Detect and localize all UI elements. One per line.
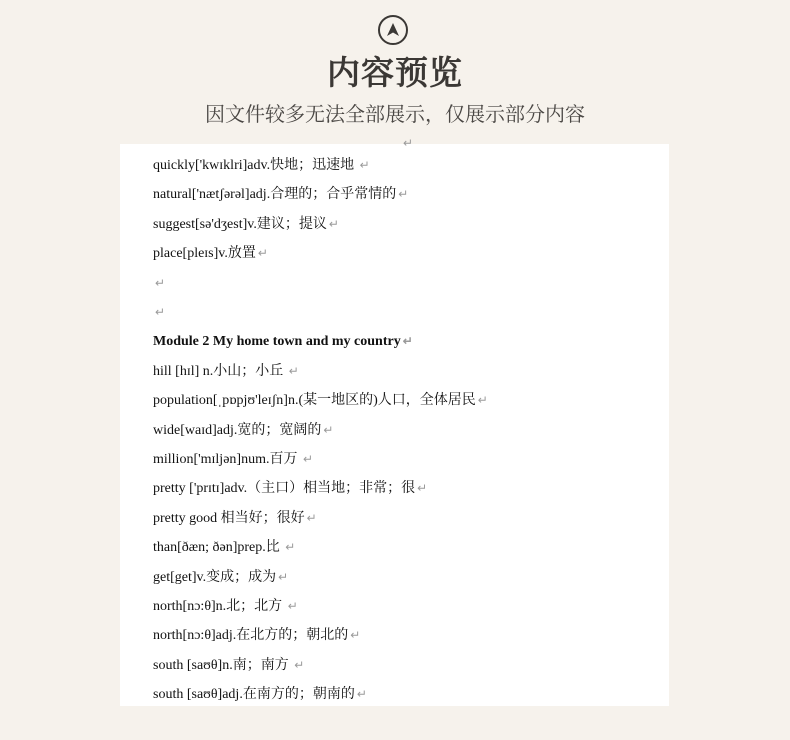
line-text: south [saʊθ]n.南；南方	[153, 657, 293, 673]
vocabulary-line	[153, 360, 299, 382]
line-text: natural['nætʃərəl]adj.合理的；合乎常情的	[153, 187, 397, 203]
return-mark-icon: ↵	[398, 187, 409, 202]
return-mark-icon: ↵	[417, 481, 428, 496]
vocabulary-line	[153, 301, 165, 323]
line-text: Module 2 My home town and my country	[153, 334, 401, 350]
vocabulary-line	[153, 536, 295, 558]
return-mark-icon: ↵	[477, 393, 488, 408]
line-text: north[nɔ:θ]adj.在北方的；朝北的	[153, 628, 349, 644]
vocabulary-line	[153, 624, 360, 646]
return-mark-icon: ↵	[288, 363, 299, 378]
line-text: million['mɪljən]num.百万	[153, 452, 301, 467]
line-text: south [saʊθ]adj.在南方的；朝南的	[153, 687, 355, 703]
vocabulary-line	[153, 272, 165, 294]
return-mark-icon: ↵	[155, 275, 166, 290]
line-text: place[pleɪs]v.放置	[153, 246, 256, 262]
vocabulary-line	[153, 595, 298, 617]
vocabulary-line	[153, 566, 288, 588]
line-text: quickly['kwɪklri]adv.快地；迅速地	[153, 158, 358, 173]
vocabulary-line	[153, 507, 317, 529]
return-mark-icon: ↵	[402, 334, 413, 349]
vocabulary-line	[153, 448, 313, 470]
return-mark-icon: ↵	[323, 422, 334, 437]
line-text: get[get]v.变成；成为	[153, 569, 277, 585]
return-mark-icon: ↵	[356, 687, 367, 702]
line-text: suggest[sə'dʒest]v.建议；提议	[153, 216, 327, 232]
vocabulary-line	[153, 242, 268, 264]
line-text: wide[waɪd]adj.宽的；宽阔的	[153, 422, 322, 438]
page-subtitle: 因文件较多无法全部展示，仅展示部分内容	[205, 102, 585, 126]
vocabulary-line	[153, 477, 427, 499]
return-mark-icon: ↵	[278, 569, 289, 584]
return-mark-icon: ↵	[403, 136, 414, 150]
line-text: hill [hɪl] n.小山；小丘	[153, 363, 287, 379]
line-text: pretty ['prɪtɪ]adv.（主口）相当地；非常；很	[153, 481, 416, 497]
line-text: north[nɔ:θ]n.北；北方	[153, 599, 286, 614]
vocabulary-line	[153, 183, 408, 205]
return-mark-icon: ↵	[350, 628, 361, 643]
return-mark-icon: ↵	[257, 246, 268, 261]
document-preview	[120, 136, 669, 706]
return-mark-icon: ↵	[306, 510, 317, 525]
return-mark-icon: ↵	[287, 599, 298, 613]
module-heading	[153, 330, 413, 352]
preview-header	[0, 0, 790, 144]
line-text: population[ˌpɒpjʊ'leɪʃn]n.(某一地区的)人口，全体居民	[153, 393, 476, 409]
return-mark-icon: ↵	[285, 540, 296, 555]
vocabulary-line	[153, 213, 339, 235]
line-text: than[ðæn; ðən]prep.比	[153, 540, 284, 556]
vocabulary-line	[153, 683, 367, 705]
return-mark-icon: ↵	[294, 657, 305, 672]
arrow-up-logo-icon	[378, 15, 408, 45]
vocabulary-line	[153, 419, 333, 441]
vocabulary-line	[153, 154, 370, 176]
return-mark-icon: ↵	[328, 216, 339, 231]
page-title: 内容预览	[327, 53, 463, 92]
return-mark-icon: ↵	[302, 452, 314, 466]
return-mark-icon: ↵	[359, 158, 370, 172]
return-mark-icon: ↵	[155, 305, 166, 319]
vocabulary-line	[153, 654, 304, 676]
vocabulary-line	[153, 389, 488, 411]
line-text: pretty good 相当好；很好	[153, 510, 305, 526]
